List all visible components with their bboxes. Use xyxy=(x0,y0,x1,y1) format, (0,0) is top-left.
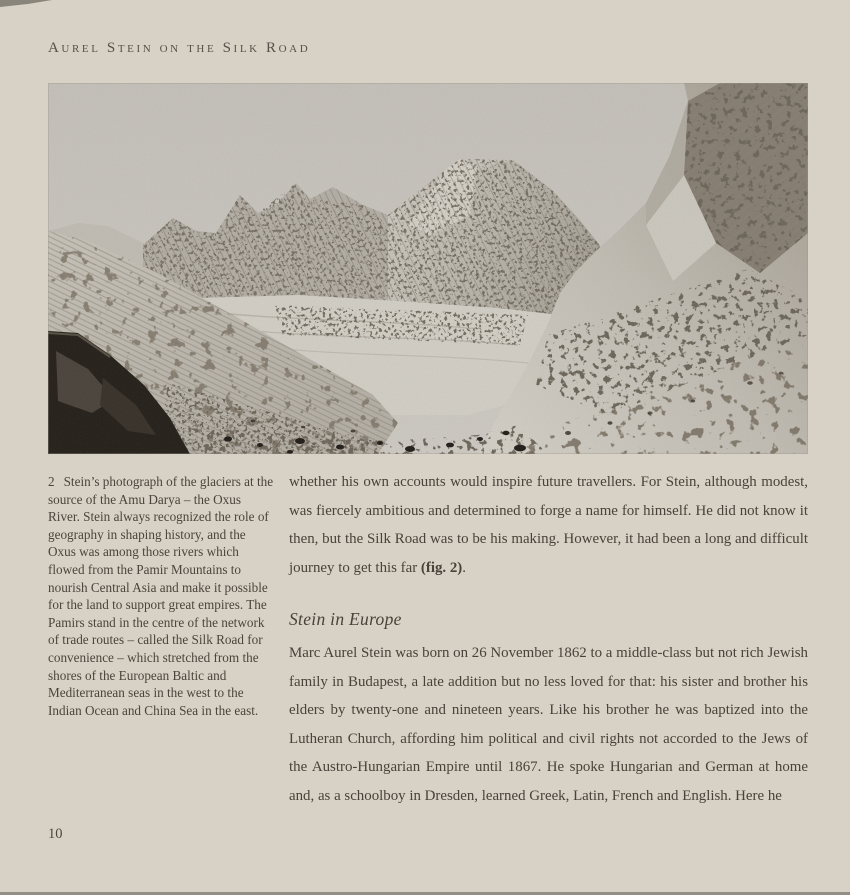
section-heading: Stein in Europe xyxy=(289,609,402,630)
page-edge-mark xyxy=(0,0,52,7)
body-text-column xyxy=(289,468,808,811)
paragraph-1 xyxy=(289,468,808,582)
glacier-photograph xyxy=(48,83,808,454)
figure-caption xyxy=(48,473,274,719)
page-number: 10 xyxy=(48,826,63,842)
figure-reference: (fig. 2) xyxy=(420,559,463,576)
figure-caption-text: Stein’s photograph of the glaciers at the source of the Amu Darya – the Oxus River. Stein always recognized the role of geography in shaping history, and the Oxus was among those rivers which flowed from the Pamir Mountains to nourish Central Asia and make it possible for the land to support great empires. The Pamirs stand in the centre of the network of trade routes – called the Silk Road for convenience – which stretched from the shores of the European Baltic and Mediterranean seas in the west to the Indian Ocean and China Sea in the east. xyxy=(48,474,274,718)
paragraph-2: Marc Aurel Stein was born on 26 November 1862 to a middle-class but not rich Jewish family in Budapest, a late addition but no less loved for that: his sister and brother his elders by twenty-one and nineteen years. Like his brother he was baptized into the Lutheran Church, affording him political and civil rights not accorded to the Jews of the Austro-Hungarian Empire until 1867. He spoke Hungarian and German at home and, as a schoolboy in Dresden, learned Greek, Latin, French and English. Here he xyxy=(289,644,809,804)
figure-number: 2 xyxy=(48,474,55,489)
paragraph-1-text: whether his own accounts would inspire future travellers. For Stein, although modest, was fiercely ambitious and determined to forge a name for himself. He did not know it then, but the Silk Road was to be his making. However, it had been a long and difficult journey to get this far xyxy=(289,474,808,576)
paragraph-1-period: . xyxy=(462,559,467,576)
running-header: Aurel Stein on the Silk Road xyxy=(48,40,311,56)
glacier-photo-illustration xyxy=(48,83,808,454)
